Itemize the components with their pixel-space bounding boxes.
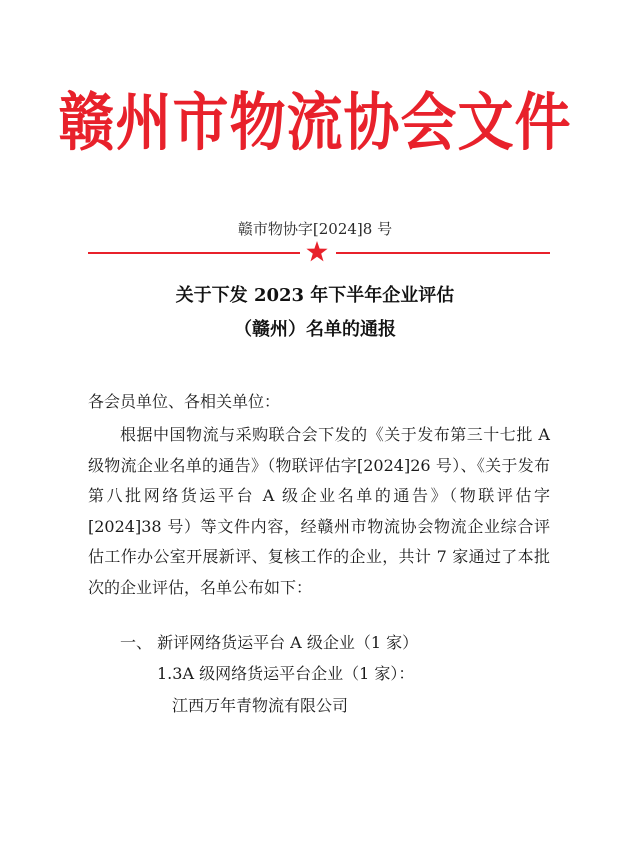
divider-left (88, 252, 300, 254)
notice-title-line-2: （赣州）名单的通报 (234, 319, 396, 340)
star-icon (305, 240, 329, 264)
subsection-heading: 1.3A 级网络货运平台企业（1 家）： (157, 664, 415, 683)
section-heading: 一、 新评网络货运平台 A 级企业（1 家） (120, 633, 419, 652)
company-list-item: 江西万年青物流有限公司 (172, 696, 349, 715)
notice-title-line-1: 关于下发 2023 年下半年企业评估 (175, 285, 455, 306)
document-number: 赣市物协字[2024]8 号 (237, 220, 393, 238)
salutation: 各会员单位、各相关单位： (88, 392, 281, 411)
body-paragraph: 根据中国物流与采购联合会下发的《关于发布第三十七批 A 级物流企业名单的通告》（物联评估字[2024]26 号）、《关于发布第八批网络货运平台 A 级企业名单的通告》（物联评估字[2024]38 号）等文件内容，经赣州市物流协会物流企业综合评估工作办公室开展新评、复核工作的企业，共计 7 家通过了本批次的企业评估，名单公布如下： (88, 425, 550, 597)
divider-right (336, 252, 550, 254)
masthead-title: 赣州市物流协会文件 (58, 87, 572, 160)
